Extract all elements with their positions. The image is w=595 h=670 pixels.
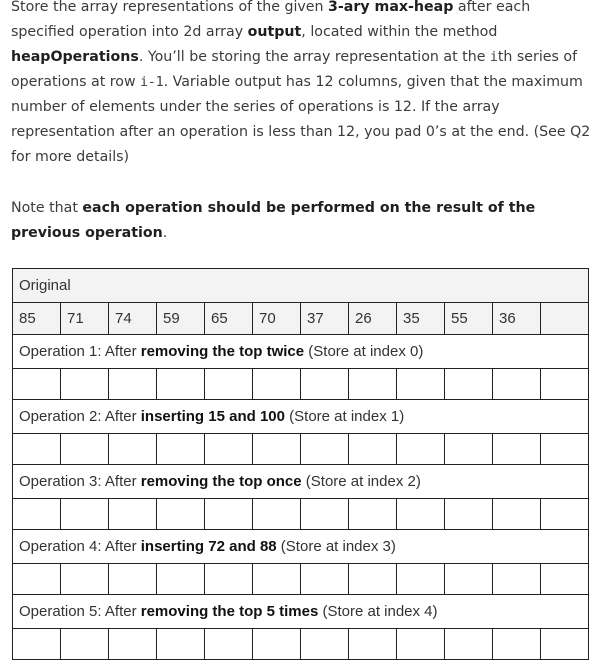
operation-label-action: removing the top 5 times xyxy=(140,603,319,620)
intro-text: , located within the method xyxy=(301,24,498,40)
answer-cell[interactable] xyxy=(13,629,61,660)
answer-cell[interactable] xyxy=(541,629,589,660)
answer-cell[interactable] xyxy=(13,369,61,400)
intro-text: . You’ll be storing the array representation at the xyxy=(138,49,490,65)
answer-cell[interactable] xyxy=(301,499,349,530)
operation-answer-row xyxy=(13,499,589,530)
answer-cell[interactable] xyxy=(445,369,493,400)
operation-label-action: inserting 15 and 100 xyxy=(140,408,285,425)
answer-cell[interactable] xyxy=(157,434,205,465)
answer-cell[interactable] xyxy=(109,434,157,465)
operation-label-row xyxy=(13,465,589,499)
answer-cell[interactable] xyxy=(205,629,253,660)
original-value-cell: 55 xyxy=(445,303,493,335)
original-value-cell xyxy=(541,303,589,335)
answer-cell[interactable] xyxy=(61,369,109,400)
operation-label xyxy=(13,400,589,434)
operation-label-suffix: (Store at index 2) xyxy=(301,473,421,490)
operation-label-prefix: Operation 3: After xyxy=(19,473,141,490)
answer-cell[interactable] xyxy=(301,434,349,465)
answer-cell[interactable] xyxy=(13,564,61,595)
operation-label-prefix: Operation 1: After xyxy=(19,343,141,360)
answer-cell[interactable] xyxy=(157,629,205,660)
answer-cell[interactable] xyxy=(157,564,205,595)
answer-cell[interactable] xyxy=(157,499,205,530)
answer-cell[interactable] xyxy=(349,629,397,660)
answer-cell[interactable] xyxy=(349,434,397,465)
answer-cell[interactable] xyxy=(61,434,109,465)
original-value-cell: 26 xyxy=(349,303,397,335)
operation-label-action: removing the top once xyxy=(140,473,302,490)
operation-label-row xyxy=(13,335,589,369)
answer-cell[interactable] xyxy=(541,434,589,465)
answer-cell[interactable] xyxy=(397,629,445,660)
note-text: . xyxy=(162,225,168,241)
answer-cell[interactable] xyxy=(157,369,205,400)
answer-cell[interactable] xyxy=(349,369,397,400)
answer-cell[interactable] xyxy=(445,499,493,530)
operation-label-row xyxy=(13,400,589,434)
operation-label xyxy=(13,335,589,369)
intro-text: . Variable output has 12 columns, given that the maximum number of elements under the series of operations is 12. If the array representation after an operation is less than 12, you pad 0’s at the end. (See Q2 for more details) xyxy=(11,74,591,165)
original-value-cell: 74 xyxy=(109,303,157,335)
note-paragraph xyxy=(11,196,591,246)
original-label-row xyxy=(13,269,589,303)
answer-cell[interactable] xyxy=(13,434,61,465)
original-value-cell: 70 xyxy=(253,303,301,335)
answer-cell[interactable] xyxy=(253,499,301,530)
intro-text: Store the array representations of the given xyxy=(11,0,329,15)
original-value-cell: 37 xyxy=(301,303,349,335)
answer-cell[interactable] xyxy=(397,434,445,465)
answer-cell[interactable] xyxy=(397,369,445,400)
original-value-cell: 35 xyxy=(397,303,445,335)
intro-text: th series of operations at row xyxy=(11,49,578,90)
answer-cell[interactable] xyxy=(349,499,397,530)
answer-cell[interactable] xyxy=(205,434,253,465)
operation-label-prefix: Operation 5: After xyxy=(19,603,141,620)
answer-cell[interactable] xyxy=(493,629,541,660)
original-value-cell: 65 xyxy=(205,303,253,335)
answer-cell[interactable] xyxy=(349,564,397,595)
original-value-cell: 59 xyxy=(157,303,205,335)
operation-label-row xyxy=(13,530,589,564)
operation-label xyxy=(13,595,589,629)
answer-cell[interactable] xyxy=(253,434,301,465)
intro-code-row: i-1 xyxy=(140,75,164,90)
note-bold: each operation should be performed on the result of the previous operation xyxy=(11,200,536,241)
note-text: Note that xyxy=(11,200,83,216)
answer-cell[interactable] xyxy=(109,629,157,660)
answer-cell[interactable] xyxy=(13,499,61,530)
operation-label-suffix: (Store at index 1) xyxy=(284,408,405,425)
instructions-paragraph xyxy=(11,0,591,170)
answer-cell[interactable] xyxy=(205,499,253,530)
answer-cell[interactable] xyxy=(541,369,589,400)
answer-cell[interactable] xyxy=(61,564,109,595)
operation-answer-row xyxy=(13,564,589,595)
answer-cell[interactable] xyxy=(493,369,541,400)
operation-answer-row xyxy=(13,434,589,465)
answer-cell[interactable] xyxy=(493,434,541,465)
answer-cell[interactable] xyxy=(301,629,349,660)
answer-cell[interactable] xyxy=(301,564,349,595)
operation-answer-row xyxy=(13,629,589,660)
operation-answer-row xyxy=(13,369,589,400)
operation-label xyxy=(13,530,589,564)
original-value-cell: 36 xyxy=(493,303,541,335)
intro-bold-heap-type: 3-ary max-heap xyxy=(328,0,454,15)
answer-cell[interactable] xyxy=(397,499,445,530)
answer-cell[interactable] xyxy=(301,369,349,400)
operation-label-suffix: (Store at index 4) xyxy=(318,603,438,620)
original-value-cell: 71 xyxy=(61,303,109,335)
answer-cell[interactable] xyxy=(493,564,541,595)
answer-cell[interactable] xyxy=(253,629,301,660)
answer-cell[interactable] xyxy=(541,564,589,595)
operation-label xyxy=(13,465,589,499)
answer-cell[interactable] xyxy=(61,629,109,660)
answer-cell[interactable] xyxy=(253,564,301,595)
answer-cell[interactable] xyxy=(109,369,157,400)
operation-label-suffix: (Store at index 0) xyxy=(304,343,424,360)
answer-cell[interactable] xyxy=(397,564,445,595)
intro-bold-output: output xyxy=(247,24,302,40)
answer-cell[interactable] xyxy=(541,499,589,530)
answer-cell[interactable] xyxy=(205,369,253,400)
original-label: Original xyxy=(13,269,589,303)
original-values-row xyxy=(13,303,589,335)
operation-label-action: inserting 72 and 88 xyxy=(140,538,277,555)
operation-label-row xyxy=(13,595,589,629)
answer-cell[interactable] xyxy=(61,499,109,530)
answer-cell[interactable] xyxy=(253,369,301,400)
answer-cell[interactable] xyxy=(445,564,493,595)
answer-cell[interactable] xyxy=(445,629,493,660)
intro-text: after each specified operation into 2d array xyxy=(11,0,531,40)
answer-cell[interactable] xyxy=(445,434,493,465)
answer-cell[interactable] xyxy=(205,564,253,595)
intro-code-i: i xyxy=(489,50,498,65)
operation-label-action: removing the top twice xyxy=(140,343,305,360)
heap-operations-table xyxy=(12,268,589,660)
operation-label-suffix: (Store at index 3) xyxy=(276,538,396,555)
intro-bold-method-name: heapOperations xyxy=(11,49,139,65)
answer-cell[interactable] xyxy=(493,499,541,530)
operation-label-prefix: Operation 2: After xyxy=(19,408,141,425)
original-value-cell: 85 xyxy=(13,303,61,335)
operation-label-prefix: Operation 4: After xyxy=(19,538,141,555)
answer-cell[interactable] xyxy=(109,564,157,595)
answer-cell[interactable] xyxy=(109,499,157,530)
